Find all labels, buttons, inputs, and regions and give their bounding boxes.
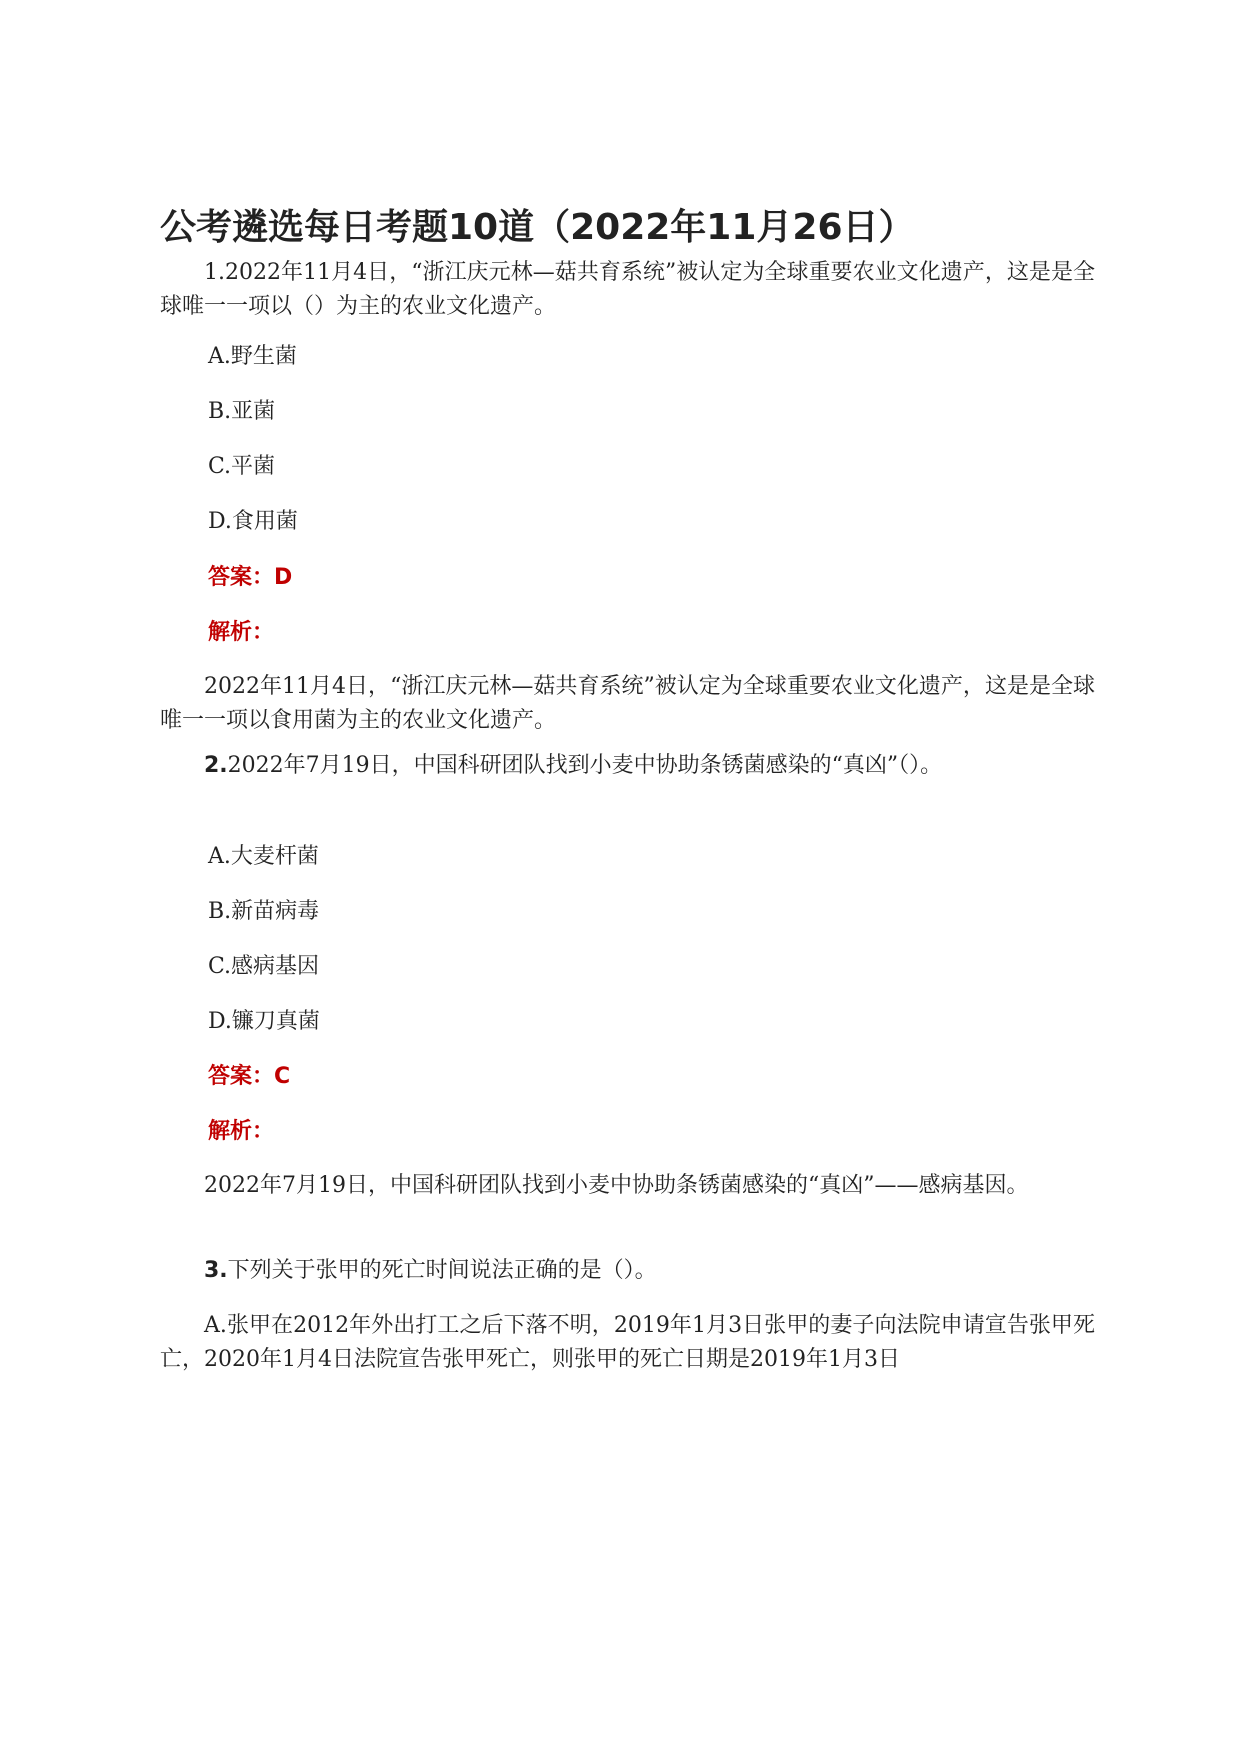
question-1-analysis: 2022年11月4日，“浙江庆元林—菇共育系统”被认定为全球重要农业文化遗产，这是是全球唯一一项以食用菌为主的农业文化遗产。 bbox=[160, 674, 1095, 733]
question-3-stem bbox=[160, 1254, 1095, 1288]
question-2-answer: 答案：C bbox=[208, 1064, 291, 1089]
question-1-answer: 答案：D bbox=[208, 565, 293, 590]
question-1-option-b: B.亚菌 bbox=[208, 399, 276, 424]
question-3-number: 3. bbox=[204, 1258, 228, 1283]
question-1-analysis-label: 解析： bbox=[208, 620, 275, 645]
page-title: 公考遴选每日考题10道（2022年11月26日） bbox=[160, 207, 915, 248]
question-2-option-a: A.大麦杆菌 bbox=[208, 844, 319, 869]
question-2-stem bbox=[160, 749, 1095, 783]
question-1-option-d: D.食用菌 bbox=[208, 509, 298, 534]
question-2-analysis: 2022年7月19日，中国科研团队找到小麦中协助条锈菌感染的“真凶”——感病基因。 bbox=[204, 1173, 1029, 1198]
question-1-option-a: A.野生菌 bbox=[208, 344, 297, 369]
question-1-stem bbox=[160, 256, 1095, 324]
question-3-text: 下列关于张甲的死亡时间说法正确的是（）。 bbox=[227, 1258, 657, 1283]
question-1-option-c: C.平菌 bbox=[208, 454, 276, 479]
question-2-option-b: B.新苗病毒 bbox=[208, 899, 320, 924]
question-2-analysis-label: 解析： bbox=[208, 1119, 275, 1144]
question-1-number: 1. bbox=[204, 260, 225, 285]
question-2-option-d: D.镰刀真菌 bbox=[208, 1009, 320, 1034]
question-2-number: 2. bbox=[204, 753, 228, 778]
question-3-option-a: A.张甲在2012年外出打工之后下落不明，2019年1月3日张甲的妻子向法院申请宣告张甲死亡，2020年1月4日法院宣告张甲死亡，则张甲的死亡日期是2019年1月3日 bbox=[160, 1313, 1095, 1372]
question-2-option-c: C.感病基因 bbox=[208, 954, 320, 979]
question-2-text: 2022年7月19日，中国科研团队找到小麦中协助条锈菌感染的“真凶”（）。 bbox=[227, 753, 943, 778]
question-1-text: 2022年11月4日，“浙江庆元林—菇共育系统”被认定为全球重要农业文化遗产，这是是全球唯一一项以（）为主的农业文化遗产。 bbox=[160, 260, 1095, 319]
